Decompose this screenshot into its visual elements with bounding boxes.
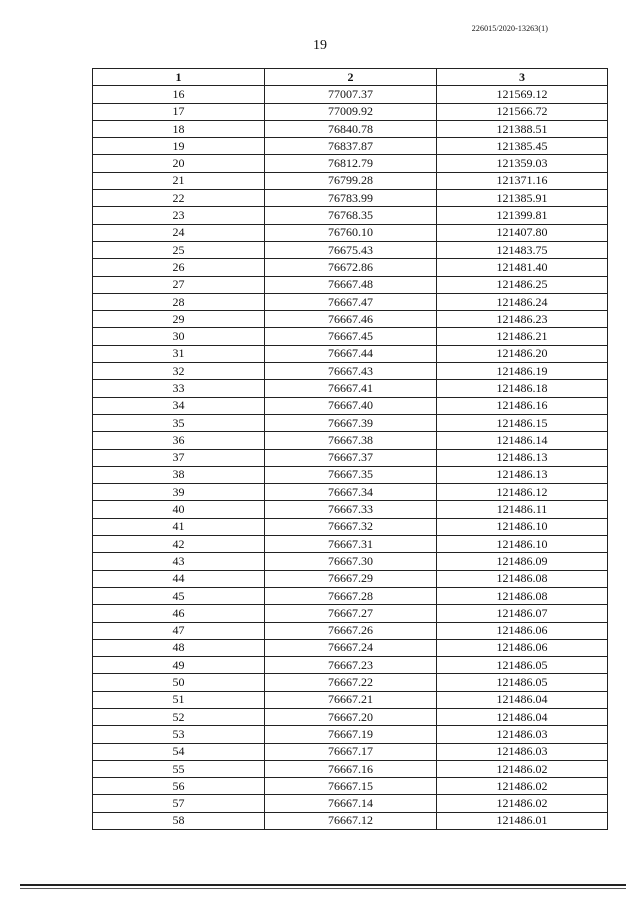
- table-cell-col-3: 121486.03: [437, 743, 608, 760]
- table-cell-col-1: 25: [93, 241, 265, 258]
- table-cell-col-1: 26: [93, 259, 265, 276]
- table-cell-col-1: 23: [93, 207, 265, 224]
- table-body: [93, 86, 608, 830]
- table-row: [93, 86, 608, 103]
- table-cell-col-2: 76768.35: [265, 207, 437, 224]
- table-cell-col-3: 121486.20: [437, 345, 608, 362]
- table-cell-col-1: 40: [93, 501, 265, 518]
- table-row: [93, 760, 608, 777]
- table-row: [93, 570, 608, 587]
- table-cell-col-3: 121483.75: [437, 241, 608, 258]
- table-cell-col-3: 121385.91: [437, 190, 608, 207]
- table-cell-col-1: 49: [93, 657, 265, 674]
- table-cell-col-2: 76667.47: [265, 293, 437, 310]
- table-cell-col-3: 121486.10: [437, 518, 608, 535]
- table-cell-col-2: 76667.28: [265, 587, 437, 604]
- table-cell-col-2: 76667.17: [265, 743, 437, 760]
- table-cell-col-3: 121486.02: [437, 760, 608, 777]
- table-cell-col-2: 76667.44: [265, 345, 437, 362]
- table-cell-col-1: 55: [93, 760, 265, 777]
- table-cell-col-2: 76667.33: [265, 501, 437, 518]
- table-cell-col-3: 121486.18: [437, 380, 608, 397]
- table-cell-col-3: 121486.04: [437, 691, 608, 708]
- table-cell-col-1: 22: [93, 190, 265, 207]
- table-row: [93, 259, 608, 276]
- table-row: [93, 553, 608, 570]
- coordinates-table: [92, 68, 608, 830]
- table-cell-col-3: 121486.24: [437, 293, 608, 310]
- table-cell-col-1: 34: [93, 397, 265, 414]
- table-cell-col-2: 76667.46: [265, 311, 437, 328]
- table-cell-col-2: 76667.40: [265, 397, 437, 414]
- table-cell-col-1: 39: [93, 484, 265, 501]
- footer-rule-secondary: [20, 888, 626, 889]
- table-cell-col-3: 121486.11: [437, 501, 608, 518]
- table-cell-col-1: 29: [93, 311, 265, 328]
- table-cell-col-2: 76667.30: [265, 553, 437, 570]
- table-row: [93, 605, 608, 622]
- table-row: [93, 103, 608, 120]
- table-cell-col-3: 121407.80: [437, 224, 608, 241]
- table-cell-col-2: 76667.43: [265, 363, 437, 380]
- table-cell-col-1: 48: [93, 639, 265, 656]
- table-cell-col-1: 31: [93, 345, 265, 362]
- table-cell-col-1: 33: [93, 380, 265, 397]
- table-cell-col-2: 76667.31: [265, 536, 437, 553]
- table-row: [93, 241, 608, 258]
- table-cell-col-2: 77009.92: [265, 103, 437, 120]
- table-cell-col-3: 121388.51: [437, 120, 608, 137]
- column-header-1: 1: [93, 69, 265, 86]
- table-row: [93, 518, 608, 535]
- page-number: 19: [313, 38, 327, 53]
- table-cell-col-1: 28: [93, 293, 265, 310]
- table-cell-col-2: 76667.32: [265, 518, 437, 535]
- table-row: [93, 190, 608, 207]
- table-row: [93, 708, 608, 725]
- table-cell-col-1: 53: [93, 726, 265, 743]
- table-cell-col-2: 76667.34: [265, 484, 437, 501]
- table-cell-col-2: 76667.26: [265, 622, 437, 639]
- table-cell-col-2: 76667.20: [265, 708, 437, 725]
- table-cell-col-2: 76840.78: [265, 120, 437, 137]
- table-row: [93, 397, 608, 414]
- header-row: [93, 69, 608, 86]
- table-cell-col-1: 45: [93, 587, 265, 604]
- table-row: [93, 501, 608, 518]
- table-cell-col-3: 121486.10: [437, 536, 608, 553]
- table-cell-col-3: 121569.12: [437, 86, 608, 103]
- table-cell-col-1: 44: [93, 570, 265, 587]
- table-row: [93, 138, 608, 155]
- table-cell-col-3: 121486.04: [437, 708, 608, 725]
- table-cell-col-2: 76667.39: [265, 414, 437, 431]
- table-cell-col-2: 76667.15: [265, 778, 437, 795]
- table-cell-col-3: 121486.02: [437, 795, 608, 812]
- table-cell-col-3: 121486.07: [437, 605, 608, 622]
- table-cell-col-1: 41: [93, 518, 265, 535]
- table-row: [93, 414, 608, 431]
- table-row: [93, 449, 608, 466]
- table-cell-col-3: 121399.81: [437, 207, 608, 224]
- table-cell-col-1: 54: [93, 743, 265, 760]
- table-cell-col-2: 76672.86: [265, 259, 437, 276]
- table-header: [93, 69, 608, 86]
- document-number: 226015/2020-13263(1): [471, 24, 548, 33]
- table-cell-col-1: 42: [93, 536, 265, 553]
- table-cell-col-3: 121486.08: [437, 587, 608, 604]
- table-cell-col-2: 76667.14: [265, 795, 437, 812]
- table-row: [93, 207, 608, 224]
- table-row: [93, 691, 608, 708]
- table-cell-col-2: 76812.79: [265, 155, 437, 172]
- table-cell-col-3: 121486.16: [437, 397, 608, 414]
- table-row: [93, 812, 608, 829]
- table-cell-col-3: 121385.45: [437, 138, 608, 155]
- table-cell-col-3: 121486.05: [437, 657, 608, 674]
- table-cell-col-3: 121486.05: [437, 674, 608, 691]
- table-cell-col-2: 76667.45: [265, 328, 437, 345]
- table-cell-col-2: 76667.23: [265, 657, 437, 674]
- table-row: [93, 328, 608, 345]
- table-cell-col-3: 121486.01: [437, 812, 608, 829]
- table-cell-col-3: 121486.21: [437, 328, 608, 345]
- table-cell-col-1: 43: [93, 553, 265, 570]
- table-cell-col-3: 121486.03: [437, 726, 608, 743]
- table-row: [93, 622, 608, 639]
- table-cell-col-3: 121486.09: [437, 553, 608, 570]
- table-row: [93, 726, 608, 743]
- table-cell-col-3: 121486.23: [437, 311, 608, 328]
- table-cell-col-1: 20: [93, 155, 265, 172]
- table-cell-col-1: 21: [93, 172, 265, 189]
- table-row: [93, 484, 608, 501]
- table-cell-col-2: 76667.37: [265, 449, 437, 466]
- table-cell-col-1: 18: [93, 120, 265, 137]
- table-cell-col-1: 16: [93, 86, 265, 103]
- table-cell-col-3: 121486.06: [437, 622, 608, 639]
- table-cell-col-3: 121486.13: [437, 466, 608, 483]
- table-row: [93, 293, 608, 310]
- table-row: [93, 743, 608, 760]
- table-cell-col-2: 76667.38: [265, 432, 437, 449]
- table-cell-col-2: 76667.29: [265, 570, 437, 587]
- table-row: [93, 224, 608, 241]
- table-cell-col-2: 76667.19: [265, 726, 437, 743]
- table-row: [93, 778, 608, 795]
- table-cell-col-2: 76667.12: [265, 812, 437, 829]
- table-cell-col-1: 17: [93, 103, 265, 120]
- table-cell-col-3: 121359.03: [437, 155, 608, 172]
- table-cell-col-2: 76675.43: [265, 241, 437, 258]
- table-cell-col-2: 76667.35: [265, 466, 437, 483]
- table-cell-col-2: 76667.21: [265, 691, 437, 708]
- table-row: [93, 120, 608, 137]
- table-cell-col-1: 50: [93, 674, 265, 691]
- table-cell-col-3: 121486.15: [437, 414, 608, 431]
- table-cell-col-1: 38: [93, 466, 265, 483]
- table-cell-col-3: 121486.06: [437, 639, 608, 656]
- table-cell-col-2: 76667.22: [265, 674, 437, 691]
- table-cell-col-2: 76799.28: [265, 172, 437, 189]
- table-cell-col-3: 121486.02: [437, 778, 608, 795]
- table-row: [93, 155, 608, 172]
- column-header-3: 3: [437, 69, 608, 86]
- table-cell-col-1: 47: [93, 622, 265, 639]
- table-row: [93, 587, 608, 604]
- column-header-2: 2: [265, 69, 437, 86]
- table-cell-col-1: 56: [93, 778, 265, 795]
- table-row: [93, 380, 608, 397]
- table-cell-col-2: 76667.24: [265, 639, 437, 656]
- table-cell-col-1: 51: [93, 691, 265, 708]
- table-row: [93, 536, 608, 553]
- table-cell-col-1: 32: [93, 363, 265, 380]
- table-cell-col-3: 121486.14: [437, 432, 608, 449]
- table-cell-col-1: 37: [93, 449, 265, 466]
- table-row: [93, 674, 608, 691]
- table-cell-col-2: 76667.16: [265, 760, 437, 777]
- table-cell-col-3: 121486.12: [437, 484, 608, 501]
- table-row: [93, 311, 608, 328]
- table-cell-col-2: 76667.41: [265, 380, 437, 397]
- table-cell-col-2: 76760.10: [265, 224, 437, 241]
- table-cell-col-1: 19: [93, 138, 265, 155]
- table-cell-col-2: 76667.27: [265, 605, 437, 622]
- table-cell-col-1: 57: [93, 795, 265, 812]
- table-cell-col-3: 121486.13: [437, 449, 608, 466]
- table-cell-col-1: 46: [93, 605, 265, 622]
- table-row: [93, 363, 608, 380]
- table-row: [93, 276, 608, 293]
- table-row: [93, 345, 608, 362]
- table-row: [93, 172, 608, 189]
- table-cell-col-3: 121371.16: [437, 172, 608, 189]
- table-cell-col-1: 36: [93, 432, 265, 449]
- table-cell-col-1: 52: [93, 708, 265, 725]
- table-row: [93, 657, 608, 674]
- table-cell-col-2: 76783.99: [265, 190, 437, 207]
- table-row: [93, 432, 608, 449]
- table-cell-col-1: 30: [93, 328, 265, 345]
- table-row: [93, 639, 608, 656]
- table-row: [93, 795, 608, 812]
- table-cell-col-3: 121566.72: [437, 103, 608, 120]
- table-cell-col-3: 121486.19: [437, 363, 608, 380]
- footer-rule: [20, 884, 626, 886]
- table-cell-col-3: 121486.08: [437, 570, 608, 587]
- table-cell-col-2: 76837.87: [265, 138, 437, 155]
- table-cell-col-3: 121486.25: [437, 276, 608, 293]
- table-cell-col-1: 27: [93, 276, 265, 293]
- table-cell-col-2: 77007.37: [265, 86, 437, 103]
- table-cell-col-1: 58: [93, 812, 265, 829]
- table-cell-col-1: 35: [93, 414, 265, 431]
- table-cell-col-3: 121481.40: [437, 259, 608, 276]
- table-cell-col-1: 24: [93, 224, 265, 241]
- table-row: [93, 466, 608, 483]
- table-cell-col-2: 76667.48: [265, 276, 437, 293]
